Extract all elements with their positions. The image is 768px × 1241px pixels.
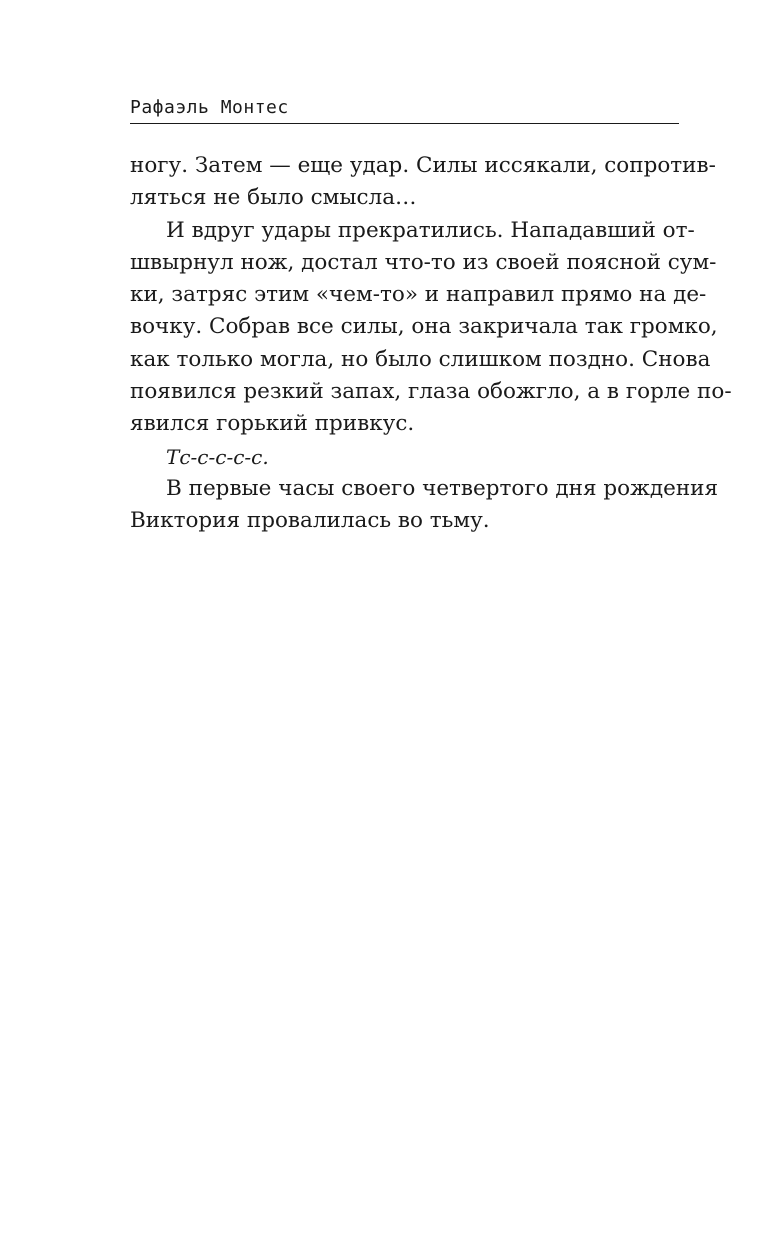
text-line: Виктория провалилась во тьму. xyxy=(130,508,490,534)
text-line: ногу. Затем — еще удар. Силы иссякали, сопротив- xyxy=(130,153,716,178)
sound-effect-line: Тс-с-с-с-с. xyxy=(166,444,269,469)
running-head xyxy=(130,97,679,124)
text-line: явился горький привкус. xyxy=(130,411,415,437)
body-text xyxy=(130,150,732,538)
text-line: ки, затряс этим «чем-то» и направил прямо на де- xyxy=(130,282,707,308)
text-line: как только могла, но было слишком поздно. Снова xyxy=(130,346,711,372)
text-line: швырнул нож, достал что-то из своей поясной сум- xyxy=(130,249,717,275)
text-line: появился резкий запах, глаза обожгло, а в горле по- xyxy=(130,379,732,405)
author-name: Рафаэль Монтес xyxy=(130,97,289,118)
text-line: И вдруг удары прекратились. Нападавший от- xyxy=(166,217,695,243)
text-line: В первые часы своего четвертого дня рождения xyxy=(166,475,719,501)
text-line: ляться не было смысла… xyxy=(130,185,417,211)
text-line: вочку. Собрав все силы, она закричала так громко, xyxy=(130,314,718,340)
